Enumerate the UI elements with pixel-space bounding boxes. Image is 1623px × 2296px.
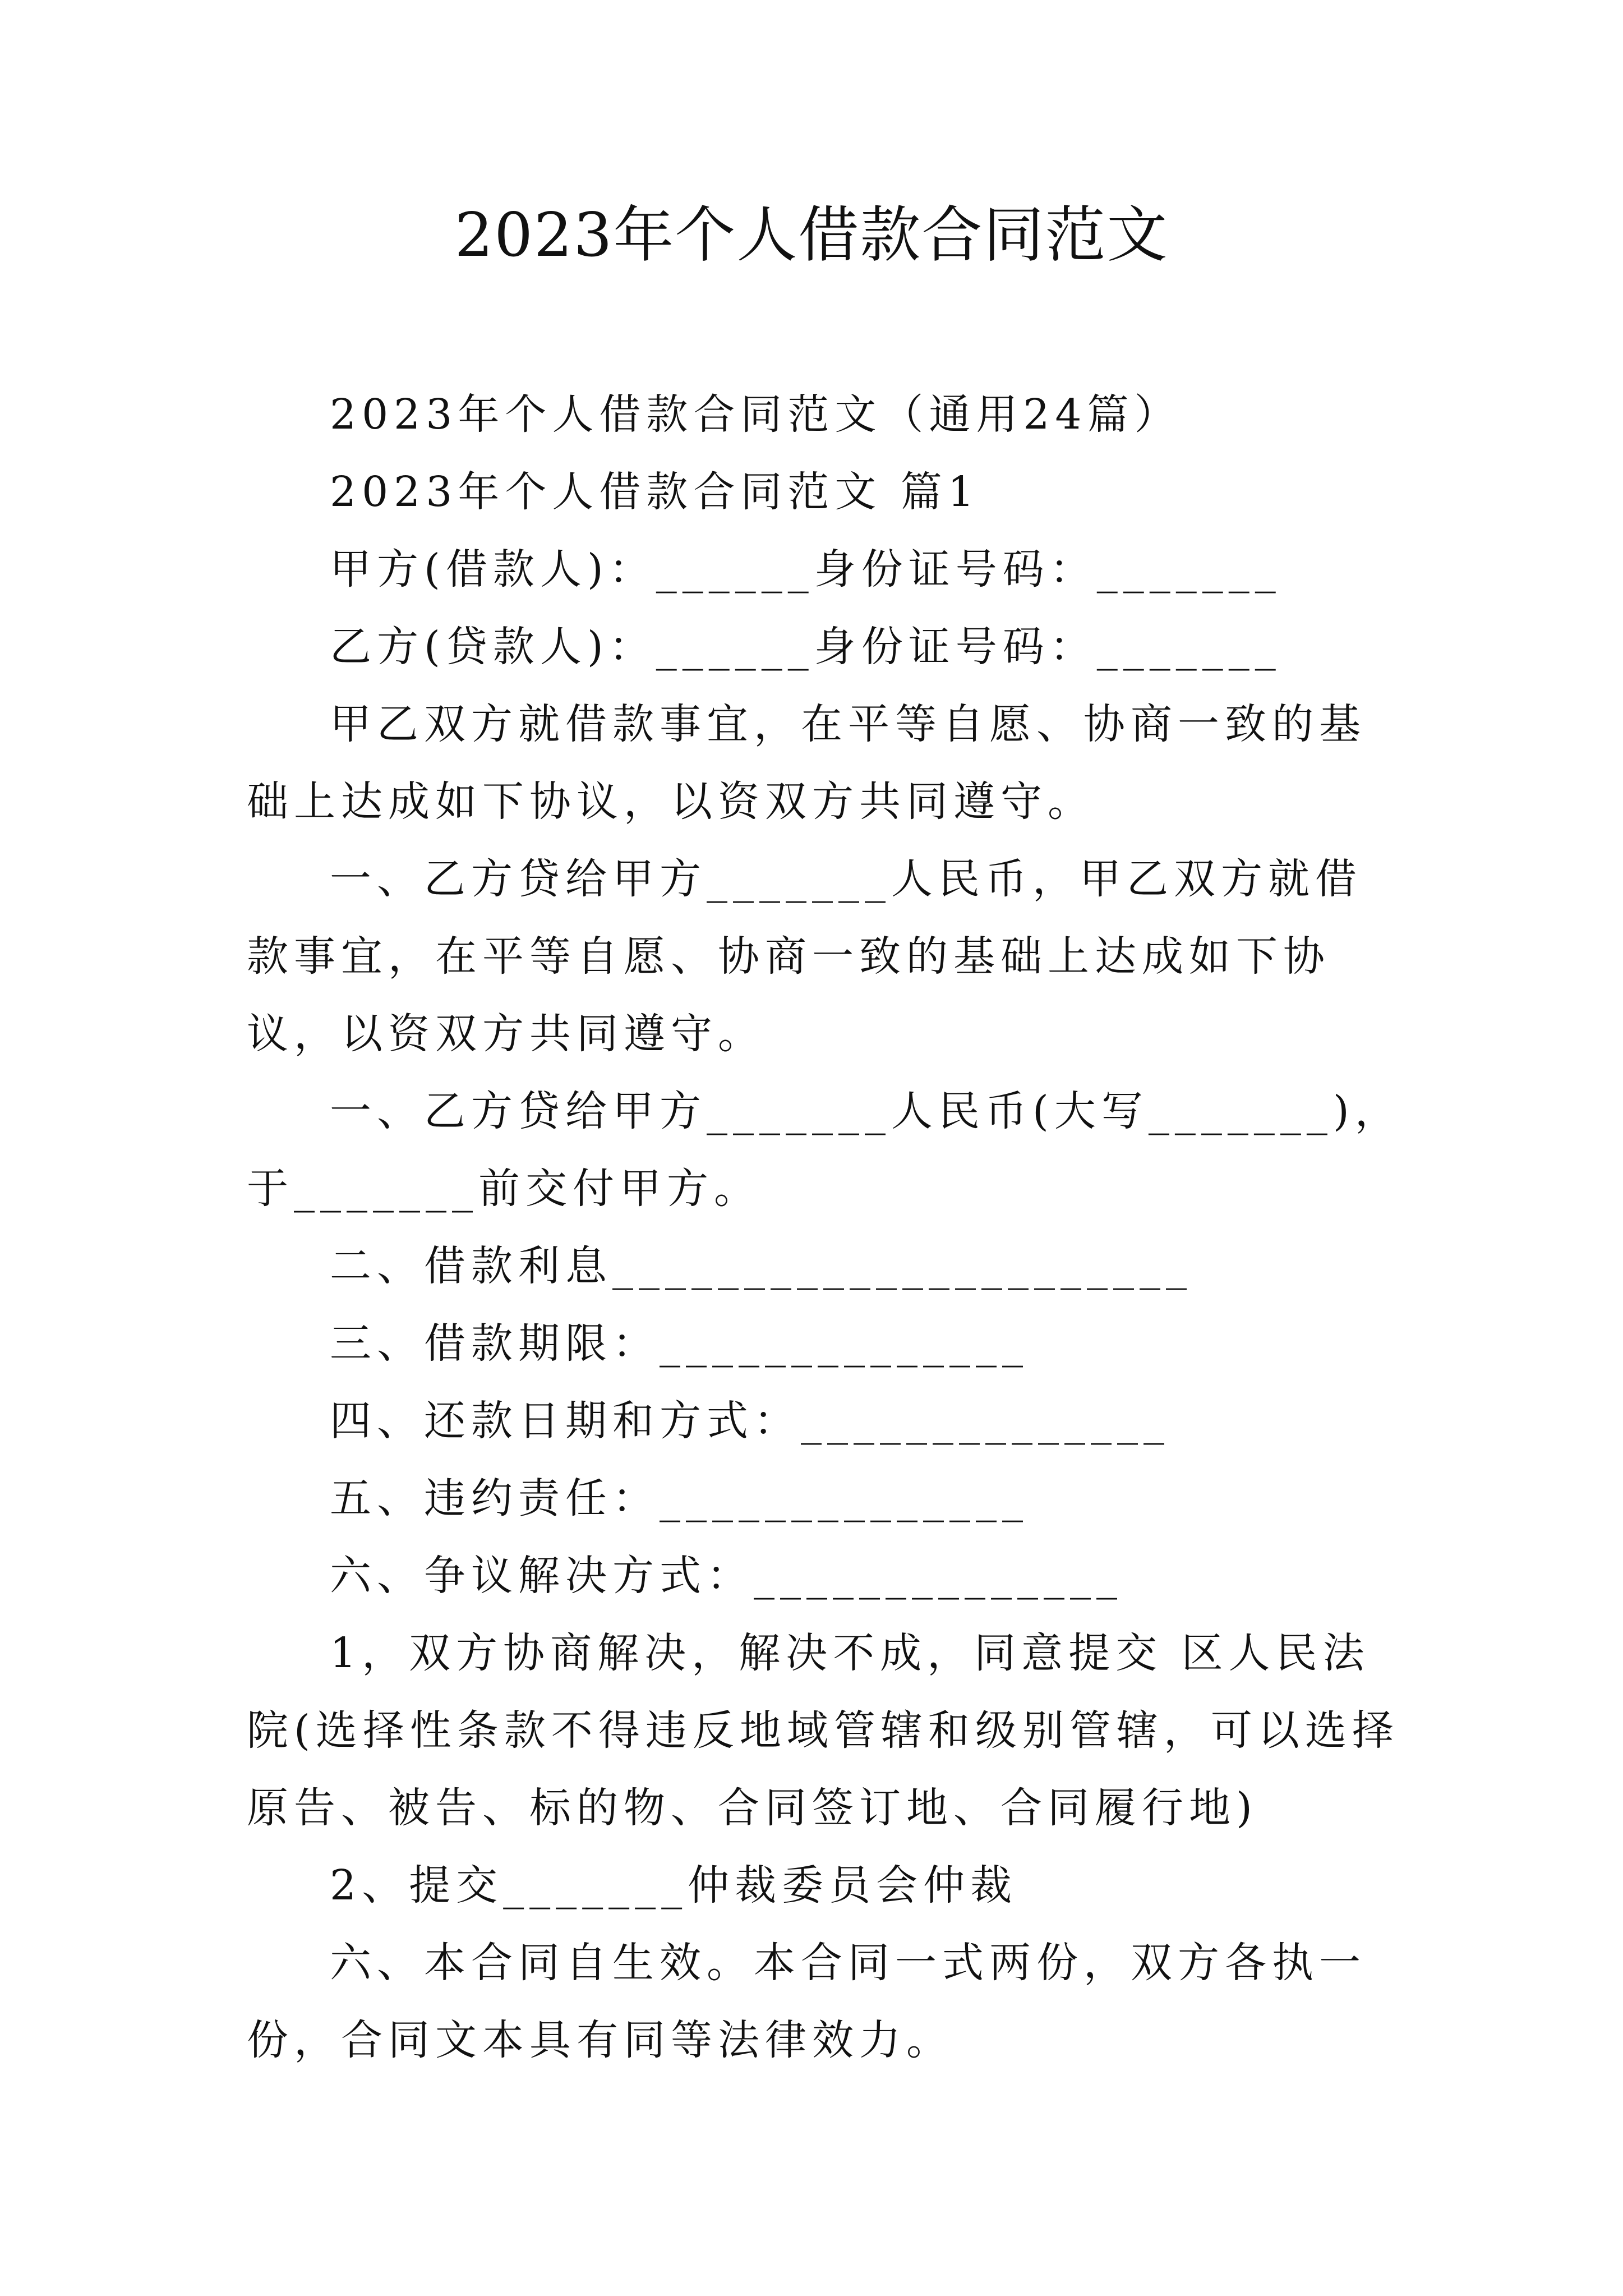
paragraph-clause-3: 三、借款期限：______________ [330,1319,1029,1368]
paragraph-dispute-option-1: 1，双方协商解决，解决不成，同意提交 区人民法院(选择性条款不得违反地域管辖和级别管辖，可以选择原告、被告、标的物、合同签订地、合同履行地) [247,1629,1399,1832]
paragraph-subtitle: 2023年个人借款合同范文（通用24篇） [330,390,1182,439]
paragraph-clause-2: 二、借款利息______________________ [330,1242,1192,1290]
paragraph-clause-6: 六、争议解决方式：______________ [330,1552,1123,1600]
paragraph-clause-5: 五、违约责任：______________ [330,1474,1029,1522]
document-title: 2023年个人借款合同范文 [454,200,1169,270]
paragraph-section-heading: 2023年个人借款合同范文 篇1 [330,468,980,516]
document-body [247,376,1402,2079]
paragraph-intro: 甲乙双方就借款事宜，在平等自愿、协商一致的基础上达成如下协议，以资双方共同遵守。 [247,700,1366,826]
paragraph-clause-4: 四、还款日期和方式：______________ [330,1397,1170,1445]
paragraph-clause-1b: 一、乙方贷给甲方_______人民币(大写_______)，于_______前交付甲方。 [247,1087,1402,1213]
paragraph-dispute-option-2: 2、提交_______仲裁委员会仲裁 [330,1861,1018,1910]
paragraph-clause-1a: 一、乙方贷给甲方_______人民币，甲乙双方就借款事宜，在平等自愿、协商一致的基础上达成如下协议，以资双方共同遵守。 [247,855,1362,1058]
paragraph-effectiveness: 六、本合同自生效。本合同一式两份，双方各执一份，合同文本具有同等法律效力。 [247,1939,1366,2064]
paragraph-party-a: 甲方(借款人)：______身份证号码：_______ [330,545,1281,593]
paragraph-party-b: 乙方(贷款人)：______身份证号码：_______ [330,623,1281,671]
